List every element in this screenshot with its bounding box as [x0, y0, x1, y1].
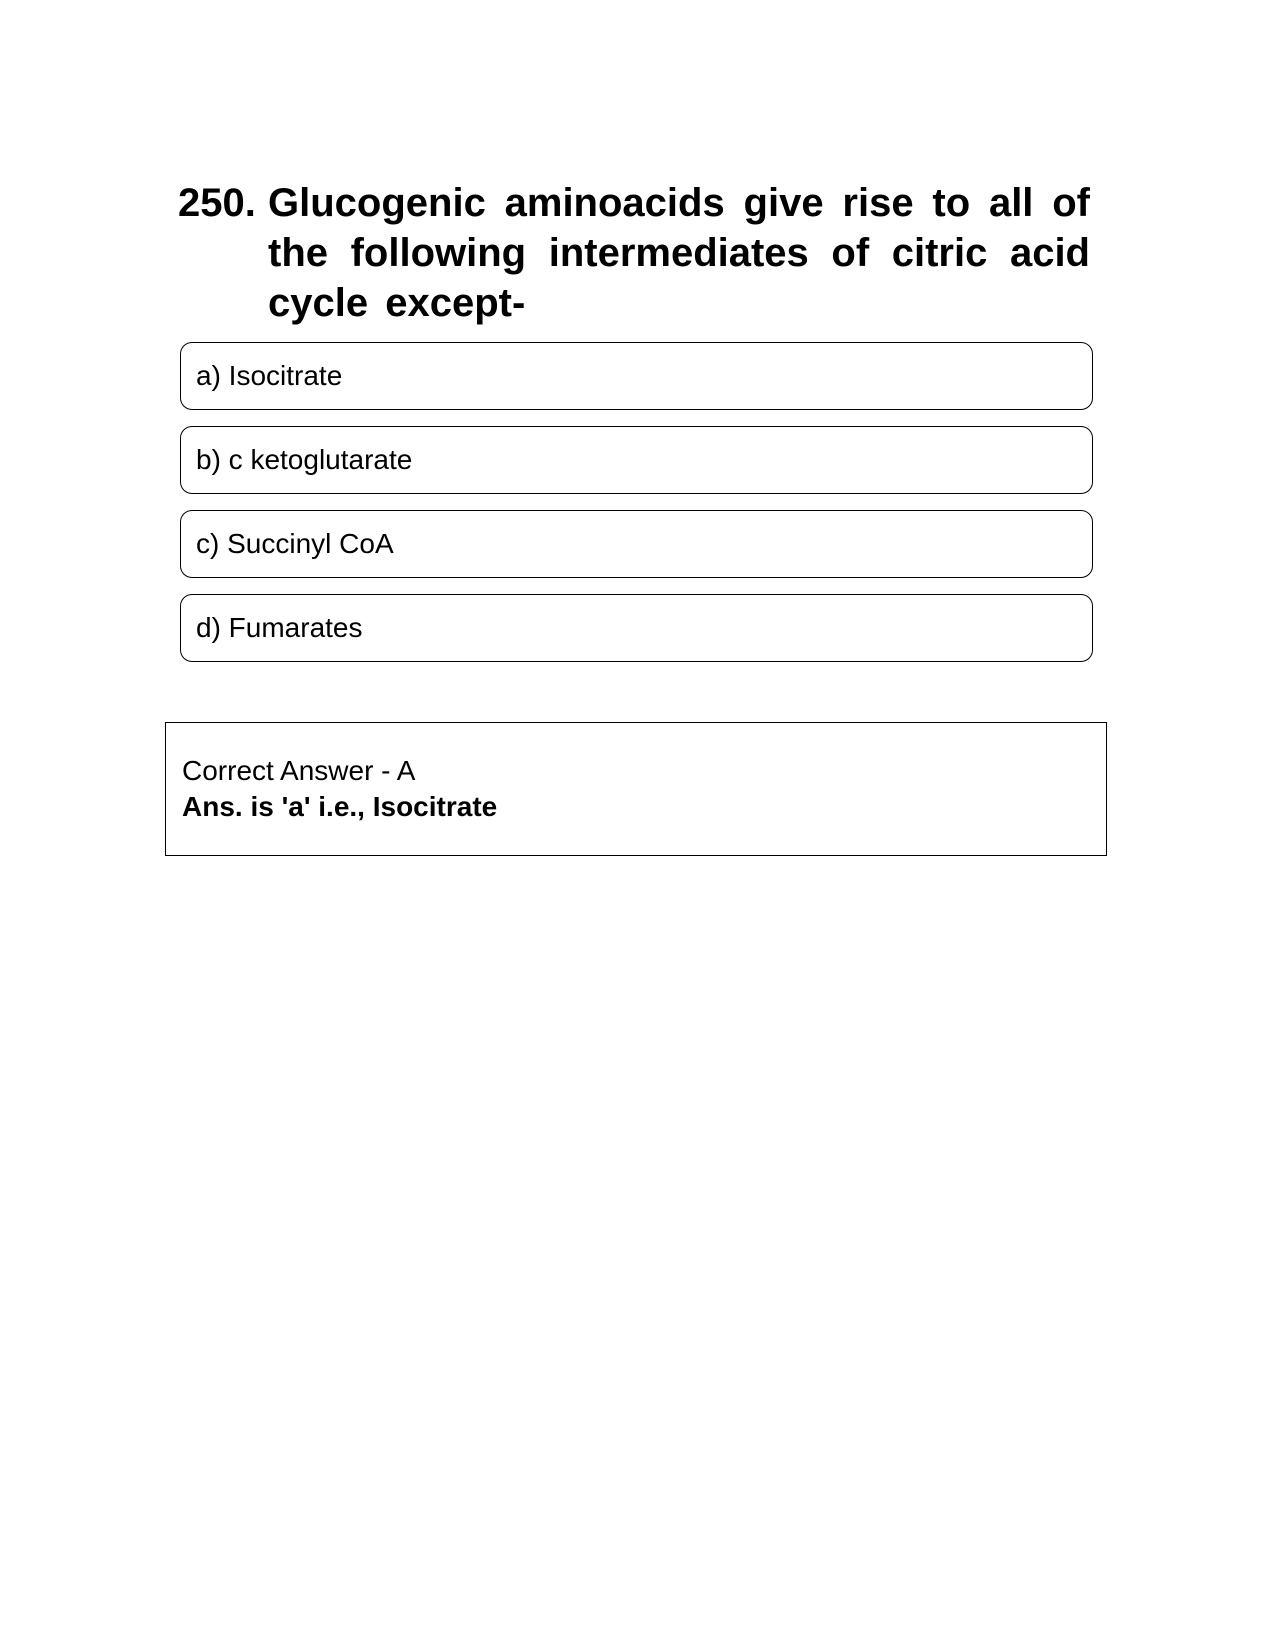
options-list	[180, 342, 1093, 678]
option-c[interactable]: c) Succinyl CoA	[180, 510, 1093, 578]
question-text: Glucogenic aminoacids give rise to all of the following intermediates of citric acid cycle except-	[268, 181, 1090, 325]
answer-box	[165, 722, 1107, 856]
question-number: 250.	[178, 181, 256, 225]
answer-explanation: Ans. is 'a' i.e., Isocitrate	[182, 791, 498, 822]
option-a[interactable]: a) Isocitrate	[180, 342, 1093, 410]
question	[178, 178, 1090, 328]
correct-answer: Correct Answer - A	[182, 755, 416, 786]
option-b[interactable]: b) c ketoglutarate	[180, 426, 1093, 494]
option-d[interactable]: d) Fumarates	[180, 594, 1093, 662]
